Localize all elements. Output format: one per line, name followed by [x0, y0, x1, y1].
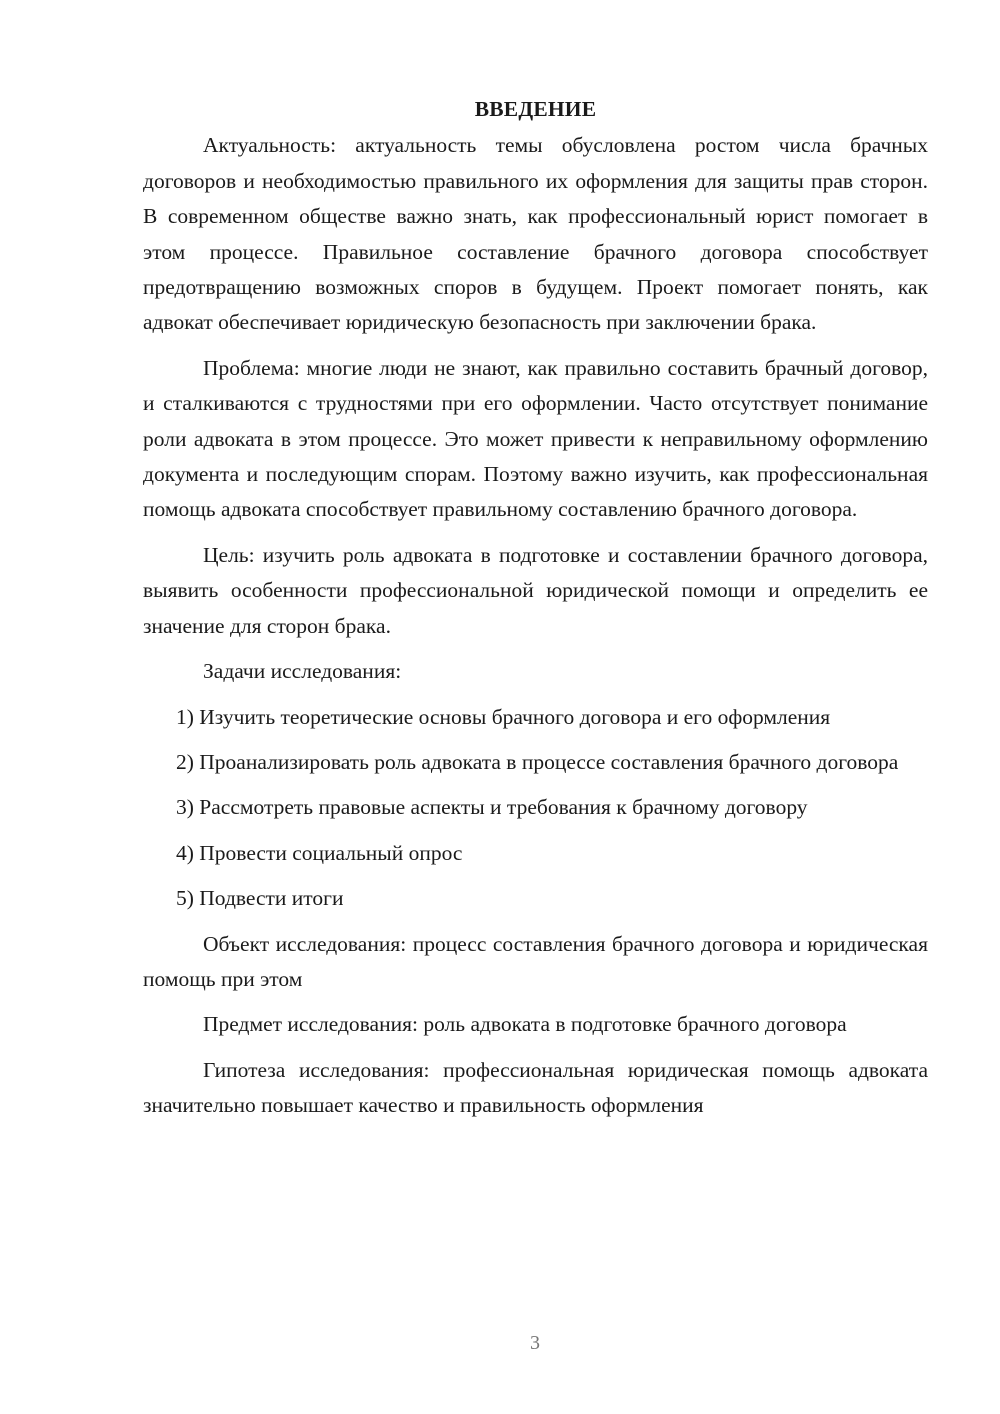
relevance-paragraph: Актуальность: актуальность темы обусловлена ростом числа брачных договоров и необходимостью правильного их оформления для защиты прав сторон. В современном обществе важно знать, как профессиональный юрист помогает в этом процессе. Правильное составление брачного договора способствует предотвращению возможных споров в будущем. Проект помогает понять, как адвокат обеспечивает юридическую безопасность при заключении брака. [143, 133, 928, 335]
problem-paragraph: Проблема: многие люди не знают, как правильно составить брачный договор, и сталкиваются с трудностями при его оформлении. Часто отсутствует понимание роли адвоката в этом процессе. Это может привести к неправильному оформлению документа и последующим спорам. Поэтому важно изучить, как профессиональная помощь адвоката способствует правильному составлению брачного договора. [143, 355, 928, 522]
task-item: 2) Проанализировать роль адвоката в процессе составления брачного договора [176, 749, 899, 774]
goal-paragraph: Цель: изучить роль адвоката в подготовке и составлении брачного договора, выявить особенности профессиональной юридической помощи и определить ее значение для сторон брака. [143, 542, 928, 638]
task-item: 4) Провести социальный опрос [176, 840, 463, 865]
task-item: 3) Рассмотреть правовые аспекты и требования к брачному договору [176, 795, 808, 820]
object-paragraph: Объект исследования: процесс составления брачного договора и юридическая помощь при этом [143, 931, 928, 991]
subject-paragraph: Предмет исследования: роль адвоката в подготовке брачного договора [203, 1012, 847, 1037]
page-number: 3 [530, 1332, 540, 1354]
task-item: 5) Подвести итоги [176, 886, 344, 911]
hypothesis-paragraph: Гипотеза исследования: профессиональная юридическая помощь адвоката значительно повышает качество и правильность оформления [143, 1057, 928, 1118]
document-page [143, 92, 928, 1134]
tasks-heading: Задачи исследования: [203, 659, 402, 684]
task-item: 1) Изучить теоретические основы брачного договора и его оформления [176, 704, 831, 729]
section-heading: ВВЕДЕНИЕ [474, 97, 597, 121]
